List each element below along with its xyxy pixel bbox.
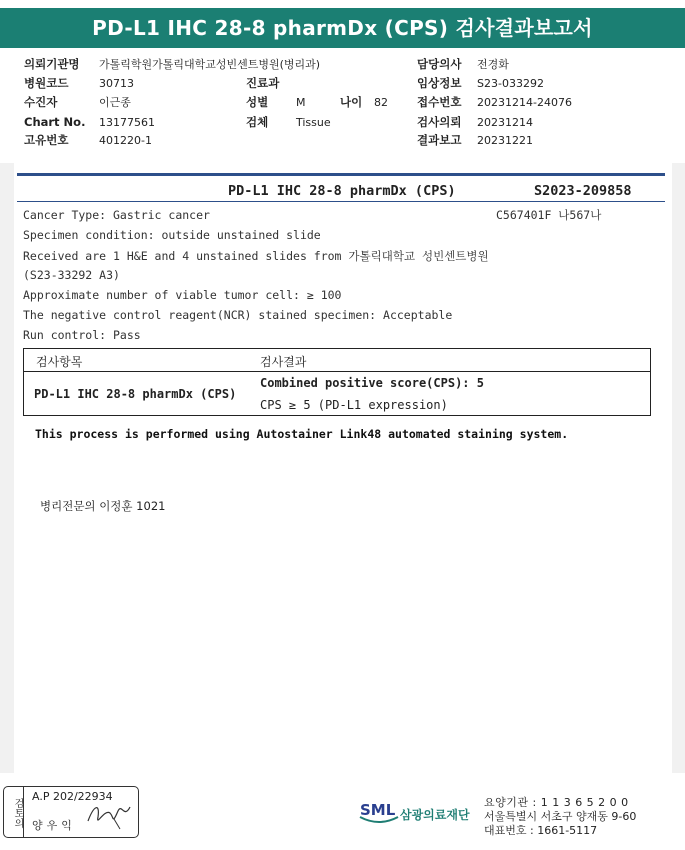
receipt-no-value: 20231214-24076 <box>477 96 572 109</box>
report-code: C567401F 나567나 <box>496 208 602 222</box>
report-line: The negative control reagent(NCR) stained specimen: Acceptable <box>23 308 453 322</box>
report-line: Specimen condition: outside unstained slide <box>23 228 321 242</box>
report-title: PD-L1 IHC 28-8 pharmDx (CPS) 검사결과보고서 <box>0 8 685 48</box>
clinical-info-label: 임상정보 <box>417 76 462 90</box>
table-header-item: 검사항목 <box>36 355 83 369</box>
stamp-ap-number: A.P 202/22934 <box>32 790 113 803</box>
result-table-header <box>24 349 650 372</box>
hospital-code-value: 30713 <box>99 77 134 90</box>
doctor-label: 담당의사 <box>417 57 462 71</box>
report-id: S2023-209858 <box>534 183 632 199</box>
collector-value: 이근종 <box>99 96 131 109</box>
receipt-no-label: 접수번호 <box>417 95 462 109</box>
org-phone: 대표번호 : 1661-5117 <box>484 824 598 837</box>
org-address: 서울특별시 서초구 양재동 9-60 <box>484 810 637 823</box>
table-header-result: 검사결과 <box>260 355 307 369</box>
reviewer-stamp <box>3 786 139 838</box>
report-line: Received are 1 H&E and 4 unstained slides from 가톨릭대학교 성빈센트병원 <box>23 249 489 263</box>
institution-value: 가톨릭학원가톨릭대학교성빈센트병원(병리과) <box>99 58 321 71</box>
report-date-label: 결과보고 <box>417 133 462 147</box>
report-test-name: PD-L1 IHC 28-8 pharmDx (CPS) <box>228 183 456 199</box>
clinical-info-value: S23-033292 <box>477 77 544 90</box>
table-result-expression: CPS ≥ 5 (PD-L1 expression) <box>260 398 448 412</box>
sex-label: 성별 <box>246 95 269 109</box>
specimen-label: 검체 <box>246 115 269 129</box>
report-date-value: 20231221 <box>477 134 533 147</box>
unique-no-value: 401220-1 <box>99 134 152 147</box>
collector-label: 수진자 <box>24 95 58 109</box>
report-top-rule <box>17 173 665 176</box>
report-line: Cancer Type: Gastric cancer <box>23 208 210 222</box>
unique-no-label: 고유번호 <box>24 133 69 147</box>
sex-value: M <box>296 96 306 109</box>
specimen-value: Tissue <box>296 116 331 129</box>
institution-label: 의뢰기관명 <box>24 57 80 71</box>
org-code: 요양기관 : 1 1 3 6 5 2 0 0 <box>484 796 629 809</box>
report-title-rule <box>17 201 665 202</box>
report-line: Approximate number of viable tumor cell: ≥ 100 <box>23 288 342 302</box>
stamp-reviewer-name: 양우익 <box>32 819 76 832</box>
report-line: Run control: Pass <box>23 328 141 342</box>
department-label: 진료과 <box>246 76 280 90</box>
report-line: (S23-33292 A3) <box>23 268 120 282</box>
age-value: 82 <box>374 96 388 109</box>
hospital-code-label: 병원코드 <box>24 76 69 90</box>
table-result-score: Combined positive score(CPS): 5 <box>260 376 484 390</box>
handwritten-signature-icon <box>84 799 134 833</box>
foundation-name: 삼광의료재단 <box>400 808 470 822</box>
sml-logo-icon <box>358 795 400 825</box>
request-date-label: 검사의뢰 <box>417 115 462 129</box>
request-date-value: 20231214 <box>477 116 533 129</box>
chart-no-label: Chart No. <box>24 115 86 129</box>
sml-logo-text: SML <box>360 801 396 819</box>
table-item: PD-L1 IHC 28-8 pharmDx (CPS) <box>34 387 237 401</box>
doctor-value: 전경화 <box>477 58 509 71</box>
pathologist-signature: 병리전문의 이정훈 1021 <box>40 499 166 513</box>
age-label: 나이 <box>340 95 363 109</box>
chart-no-value: 13177561 <box>99 116 155 129</box>
process-note: This process is performed using Autostainer Link48 automated staining system. <box>35 427 569 441</box>
result-table <box>23 348 651 416</box>
stamp-side-label: 검토의 <box>4 787 24 837</box>
